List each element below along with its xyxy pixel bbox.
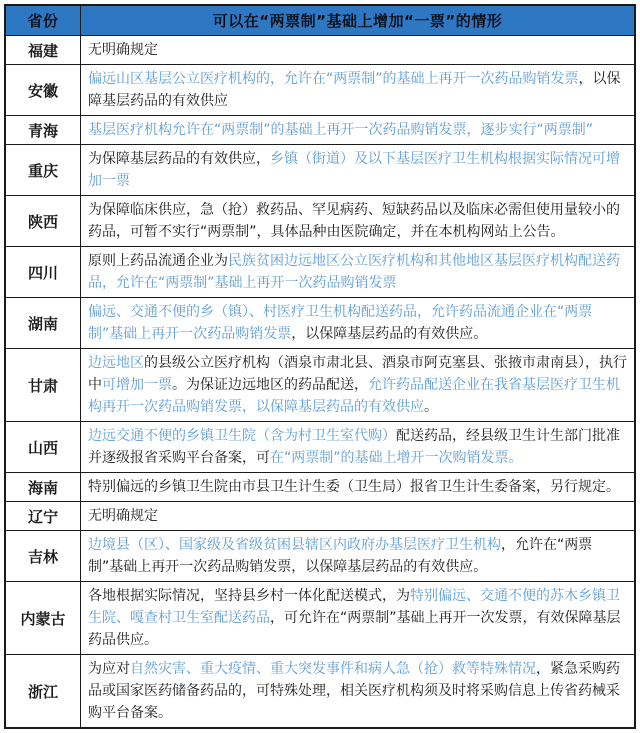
highlighted-text: 偏远、交通不便的乡（镇）、村医疗卫生机构配送药品，允许药品流通企业在“两票制”基础上再开一次药品购销发票 [88, 304, 593, 342]
situation-cell [81, 349, 636, 422]
plain-text: 各地根据实际情况，坚持县乡村一体化配送模式，为 [88, 588, 410, 604]
table-header [5, 5, 635, 36]
situation-cell [81, 36, 636, 65]
two-invoice-policy-table [4, 4, 636, 729]
highlighted-text: 边远地区 [88, 355, 144, 371]
situation-cell [81, 473, 636, 502]
header-cell-province: 省份 [5, 5, 81, 36]
province-cell: 甘肃 [5, 349, 81, 422]
situation-cell [81, 655, 636, 729]
plain-text: 原则上药品流通企业为 [88, 253, 228, 269]
situation-cell [81, 422, 636, 473]
province-cell: 重庆 [5, 145, 81, 196]
province-cell: 福建 [5, 36, 81, 65]
province-cell: 安徽 [5, 65, 81, 116]
table-row [5, 502, 635, 531]
province-cell: 湖南 [5, 298, 81, 349]
highlighted-text: 边远交通不便的乡镇卫生院（含为村卫生室代购） [88, 428, 396, 444]
table-row [5, 531, 635, 582]
plain-text: 配送药品，经县级卫生计生部门批准并逐级报省采购平台备案，可 [88, 428, 620, 466]
table-row [5, 36, 635, 65]
province-cell: 浙江 [5, 655, 81, 729]
table-row [5, 473, 635, 502]
province-cell: 辽宁 [5, 502, 81, 531]
plain-text: ，以保障基层药品的有效供应。 [291, 326, 488, 342]
situation-cell [81, 196, 636, 247]
highlighted-text: 基层医疗机构允许在“两票制”的基础上再开一次药品购销发票，逐步实行“两票制” [88, 122, 594, 138]
table-row [5, 196, 635, 247]
highlighted-text: 边境县（区）、国家级及省级贫困县辖区内政府办基层医疗卫生机构 [88, 537, 501, 553]
highlighted-text: 自然灾害、重大疫情、重大突发事件和病人急（抢）救等特殊情况 [130, 661, 536, 677]
plain-text: ，允许在“两票制”基础上再开一次药品购销发票，以保障基层药品的有效供应。 [88, 537, 593, 575]
province-cell: 内蒙古 [5, 582, 81, 655]
plain-text: 为应对 [88, 661, 130, 677]
highlighted-text: 民族贫困边远地区公立医疗机构和其他地区基层医疗机构配送药品，允许在“两票制”基础上再开一次药品购销发票 [88, 253, 620, 291]
table-row [5, 247, 635, 298]
header-row [5, 5, 635, 36]
situation-cell [81, 531, 636, 582]
situation-cell [81, 582, 636, 655]
plain-text: 的县级公立医疗机构（酒泉市肃北县、酒泉市阿克塞县、张掖市肃南县），执行中 [88, 355, 627, 393]
province-cell: 吉林 [5, 531, 81, 582]
situation-cell [81, 116, 636, 145]
situation-cell [81, 145, 636, 196]
plain-text: 。 [424, 399, 438, 415]
plain-text: 为保障基层药品的有效供应， [88, 151, 270, 167]
situation-cell [81, 298, 636, 349]
table-row [5, 349, 635, 422]
plain-text: 无明确规定 [88, 42, 158, 58]
situation-cell [81, 247, 636, 298]
province-cell: 青海 [5, 116, 81, 145]
highlighted-text: 可增加一票 [102, 377, 172, 393]
plain-text: 无明确规定 [88, 508, 158, 524]
plain-text: ，紧急采购药品或国家医药储备药品的，可特殊处理，相关医疗机构须及时将采购信息上传省药械采购平台备案。 [88, 661, 620, 721]
plain-text: ，可允许在“两票制”基础上再开一次发票，有效保障基层药品供应。 [88, 610, 621, 648]
situation-cell [81, 65, 636, 116]
table-row [5, 116, 635, 145]
plain-text: 为保障临床供应，急（抢）救药品、罕见病药、短缺药品以及临床必需但使用量较小的药品，可暂不实行“两票制”，具体品种由医院确定，并在本机构网站上公告。 [88, 202, 620, 240]
table-row [5, 65, 635, 116]
plain-text: 。为保证边远地区的药品配送， [172, 377, 368, 393]
table-row [5, 298, 635, 349]
table-row [5, 422, 635, 473]
plain-text: ，以保障基层药品的有效供应 [88, 71, 621, 109]
province-cell: 山西 [5, 422, 81, 473]
highlighted-text: 允许药品配送企业在我省基层医疗卫生机构再开一次药品购销发票，以保障基层药品的有效供应 [88, 377, 620, 415]
province-cell: 陕西 [5, 196, 81, 247]
highlighted-text: 在“两票制”的基础上增开一次购销发票。 [270, 450, 523, 466]
highlighted-text: 特别偏远、交通不便的苏木乡镇卫生院、嘎查村卫生室配送药品 [88, 588, 620, 626]
table-row [5, 145, 635, 196]
highlighted-text: 乡镇（街道）及以下基层医疗卫生机构根据实际情况可增加一票 [88, 151, 620, 189]
plain-text: 特别偏远的乡镇卫生院由市县卫生计生委（卫生局）报省卫生计生委备案，另行规定。 [88, 479, 620, 495]
province-cell: 四川 [5, 247, 81, 298]
header-cell-situation: 可以在“两票制”基础上增加“一票”的情形 [81, 5, 636, 36]
province-cell: 海南 [5, 473, 81, 502]
table-row [5, 582, 635, 655]
table-body [5, 36, 635, 729]
situation-cell [81, 502, 636, 531]
table-row [5, 655, 635, 729]
highlighted-text: 偏远山区基层公立医疗机构的，允许在“两票制”的基础上再开一次药品购销发票 [88, 71, 579, 87]
